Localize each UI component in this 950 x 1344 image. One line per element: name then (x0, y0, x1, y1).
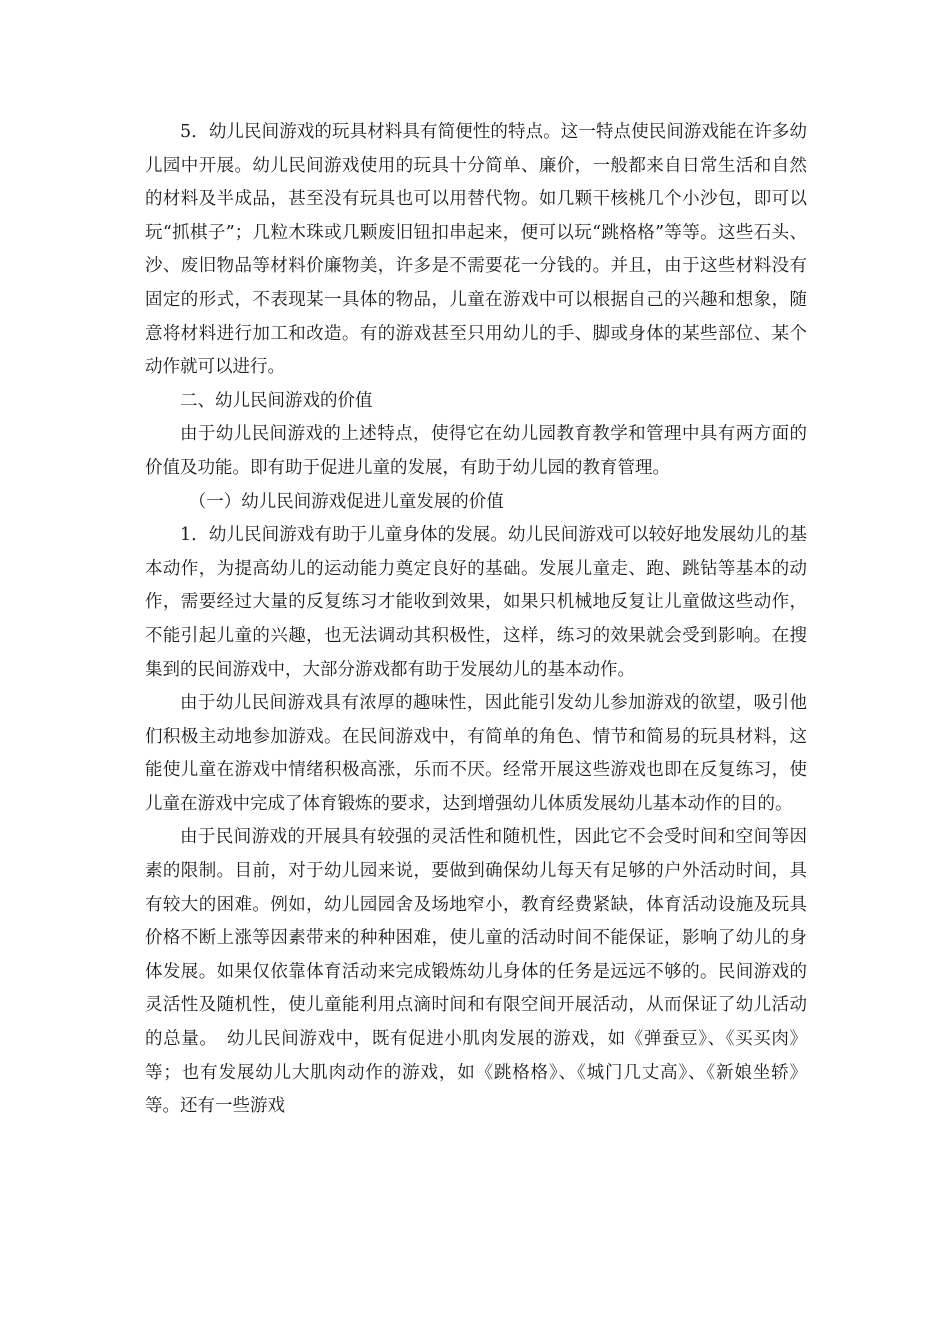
paragraph-value-intro: 由于幼儿民间游戏的上述特点，使得它在幼儿园教育教学和管理中具有两方面的价值及功能。即有助于促进儿童的发展，有助于幼儿园的教育管理。 (145, 424, 807, 478)
subsection-heading-child-development: （一）幼儿民间游戏促进儿童发展的价值 (188, 491, 504, 512)
paragraph-physical-development: 1．幼儿民间游戏有助于儿童身体的发展。幼儿民间游戏可以较好地发展幼儿的基本动作，为提高幼儿的运动能力奠定良好的基础。发展儿童走、跑、跳钻等基本的动作，需要经过大量的反复练习才能收到效果，如果只机械地反复让儿童做这些动作，不能引起儿童的兴趣，也无法调动其积极性，这样，练习的效果就会受到影响。在搜集到的民间游戏中，大部分游戏都有助于发展幼儿的基本动作。 (145, 525, 807, 680)
document-page (145, 116, 807, 1124)
paragraph-interest: 由于幼儿民间游戏具有浓厚的趣味性，因此能引发幼儿参加游戏的欲望，吸引他们积极主动地参加游戏。在民间游戏中，有简单的角色、情节和简易的玩具材料，这能使儿童在游戏中情绪积极高涨，乐而不厌。经常开展这些游戏也即在反复练习，使儿童在游戏中完成了体育锻炼的要求，达到增强幼儿体质发展幼儿基本动作的目的。 (145, 693, 807, 814)
paragraph-toy-materials: 5．幼儿民间游戏的玩具材料具有简便性的特点。这一特点使民间游戏能在许多幼儿园中开展。幼儿民间游戏使用的玩具十分简单、廉价，一般都来自日常生活和自然的材料及半成品，甚至没有玩具也可以用替代物。如几颗干核桃几个小沙包，即可以玩“抓棋子”；几粒木珠或几颗废旧钮扣串起来，便可以玩“跳格格”等等。这些石头、沙、废旧物品等材料价廉物美，许多是不需要花一分钱的。并且，由于这些材料没有固定的形式，不表现某一具体的物品，儿童在游戏中可以根据自己的兴趣和想象，随意将材料进行加工和改造。有的游戏甚至只用幼儿的手、脚或身体的某些部位、某个动作就可以进行。 (145, 122, 807, 378)
section-heading-value: 二、幼儿民间游戏的价值 (180, 390, 373, 411)
paragraph-flexibility: 由于民间游戏的开展具有较强的灵活性和随机性，因此它不会受时间和空间等因素的限制。目前，对于幼儿园来说，要做到确保幼儿每天有足够的户外活动时间，具有较大的困难。例如，幼儿园园舍及场地窄小，教育经费紧缺，体育活动设施及玩具价格不断上涨等因素带来的种种困难，使儿童的活动时间不能保证，影响了幼儿的身体发展。如果仅依靠体育活动来完成锻炼幼儿身体的任务是远远不够的。民间游戏的灵活性及随机性，使儿童能利用点滴时间和有限空间开展活动，从而保证了幼儿活动的总量。 幼儿民间游戏中，既有促进小肌肉发展的游戏，如《弹蚕豆》、《买买肉》等；也有发展幼儿大肌肉动作的游戏，如《跳格格》、《城门几丈高》、《新娘坐轿》等。还有一些游戏 (145, 827, 807, 1117)
